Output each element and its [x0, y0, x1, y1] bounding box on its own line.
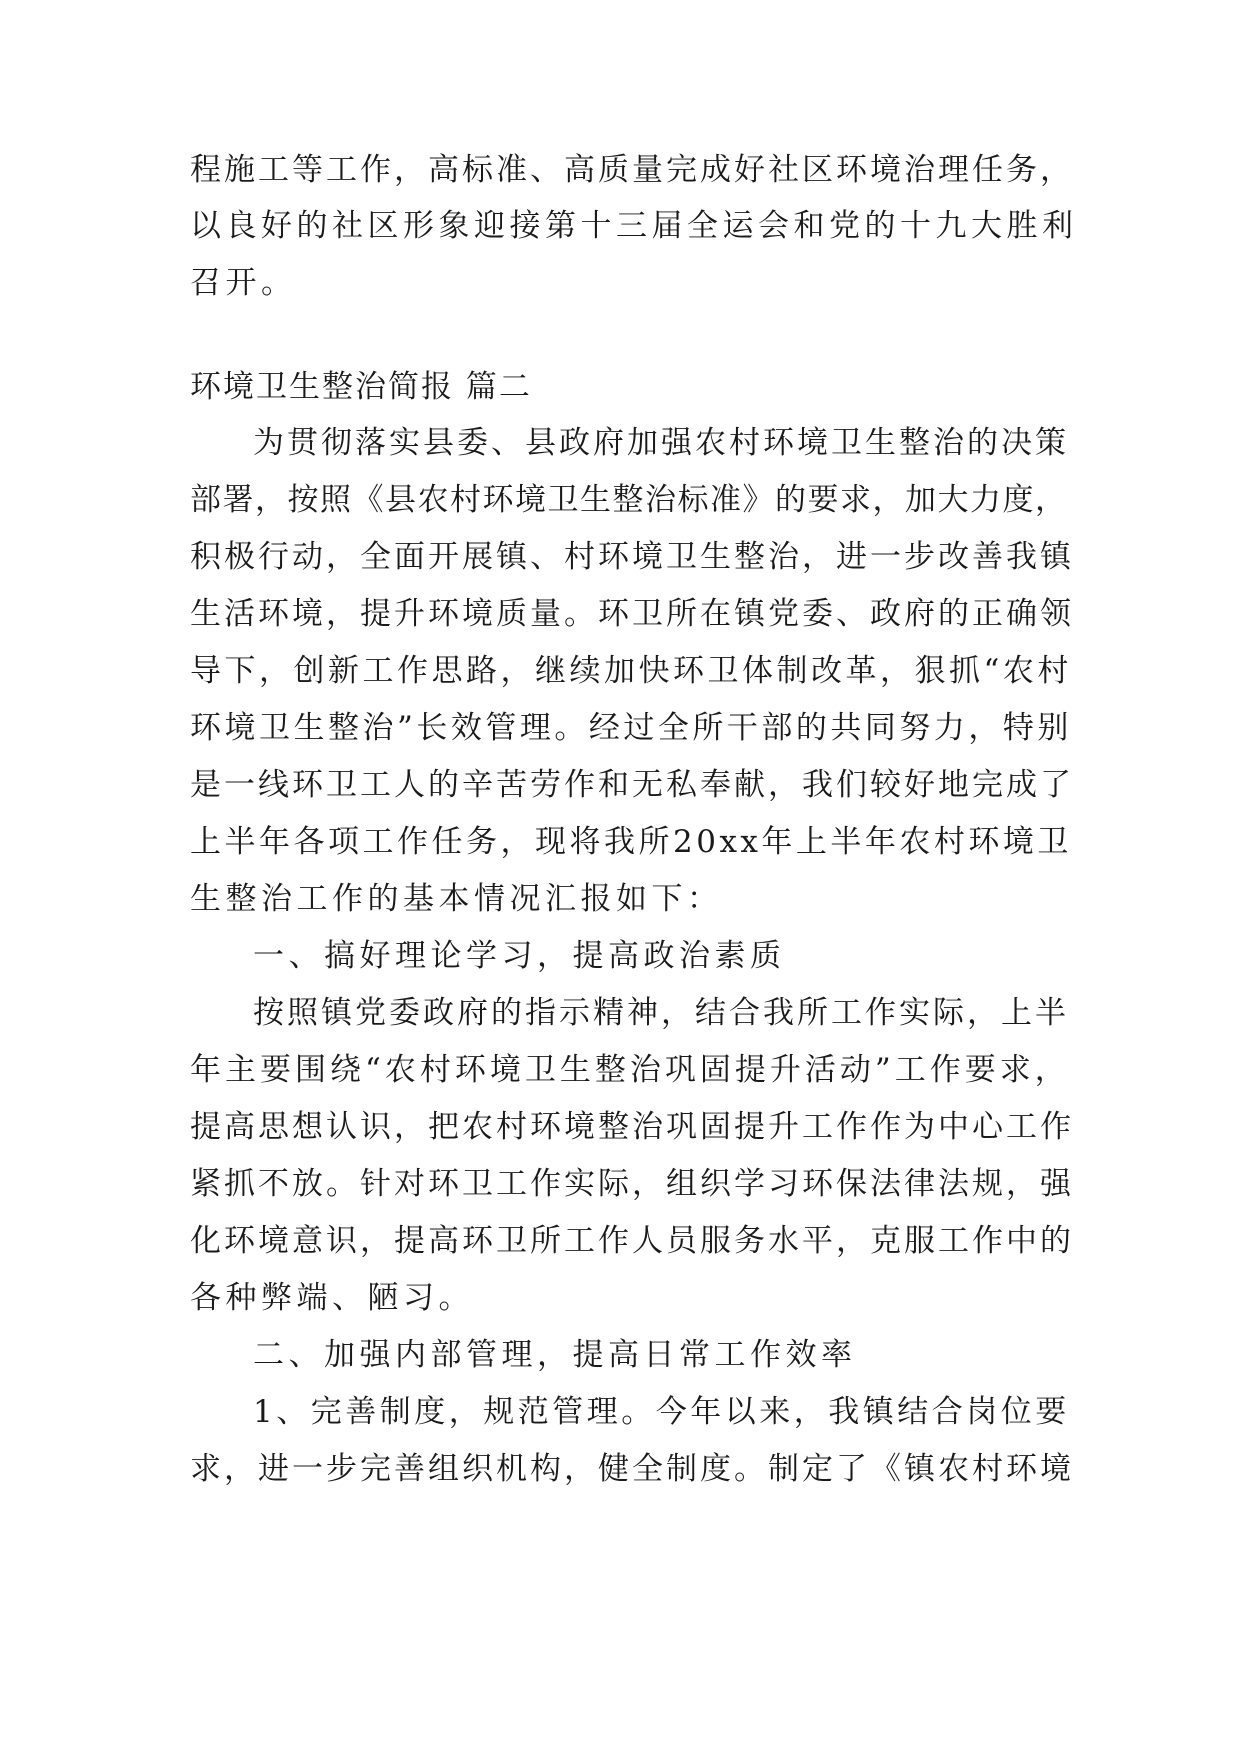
paragraph-line: 紧抓不放。针对环卫工作实际，组织学习环保法律法规，强: [190, 1166, 1074, 1202]
intro-line-3: 召开。: [190, 265, 297, 301]
intro-line-1: 程施工等工作，高标准、高质量完成好社区环境治理任务，: [190, 152, 1074, 188]
paragraph-line: 求，进一步完善组织机构，健全制度。制定了《镇农村环境: [190, 1451, 1074, 1487]
paragraph-line: 生整治工作的基本情况汇报如下：: [190, 881, 723, 917]
paragraph-line: 积极行动，全面开展镇、村环境卫生整治，进一步改善我镇: [190, 539, 1074, 575]
paragraph-line: 是一线环卫工人的辛苦劳作和无私奉献，我们较好地完成了: [190, 767, 1074, 803]
paragraph-line: 按照镇党委政府的指示精神，结合我所工作实际，上半: [253, 995, 1069, 1031]
paragraph-line: 年主要围绕“农村环境卫生整治巩固提升活动”工作要求，: [190, 1052, 1070, 1088]
paragraph-line: 1、完善制度，规范管理。今年以来，我镇结合岗位要: [253, 1394, 1070, 1430]
paragraph-line: 生活环境，提升环境质量。环卫所在镇党委、政府的正确领: [190, 596, 1074, 632]
paragraph-line: 为贯彻落实县委、县政府加强农村环境卫生整治的决策: [253, 425, 1069, 461]
intro-line-2: 以良好的社区形象迎接第十三届全运会和党的十九大胜利: [190, 208, 1078, 244]
paragraph-line: 导下，创新工作思路，继续加快环卫体制改革，狠抓“农村: [190, 653, 1072, 689]
paragraph-line: 环境卫生整治”长效管理。经过全所干部的共同努力，特别: [190, 710, 1072, 746]
heading-1: 一、搞好理论学习，提高政治素质: [253, 938, 786, 974]
heading-2: 二、加强内部管理，提高日常工作效率: [253, 1337, 857, 1373]
paragraph-line: 化环境意识，提高环卫所工作人员服务水平，克服工作中的: [190, 1223, 1074, 1259]
section-title: 环境卫生整治简报 篇二: [190, 369, 532, 405]
paragraph-line: 上半年各项工作任务，现将我所20xx年上半年农村环境卫: [190, 824, 1072, 860]
paragraph-line: 提高思想认识，把农村环境整治巩固提升工作作为中心工作: [190, 1109, 1074, 1145]
paragraph-line: 部署，按照《县农村环境卫生整治标准》的要求，加大力度，: [190, 482, 1068, 518]
paragraph-line: 各种弊端、陋习。: [190, 1280, 474, 1316]
